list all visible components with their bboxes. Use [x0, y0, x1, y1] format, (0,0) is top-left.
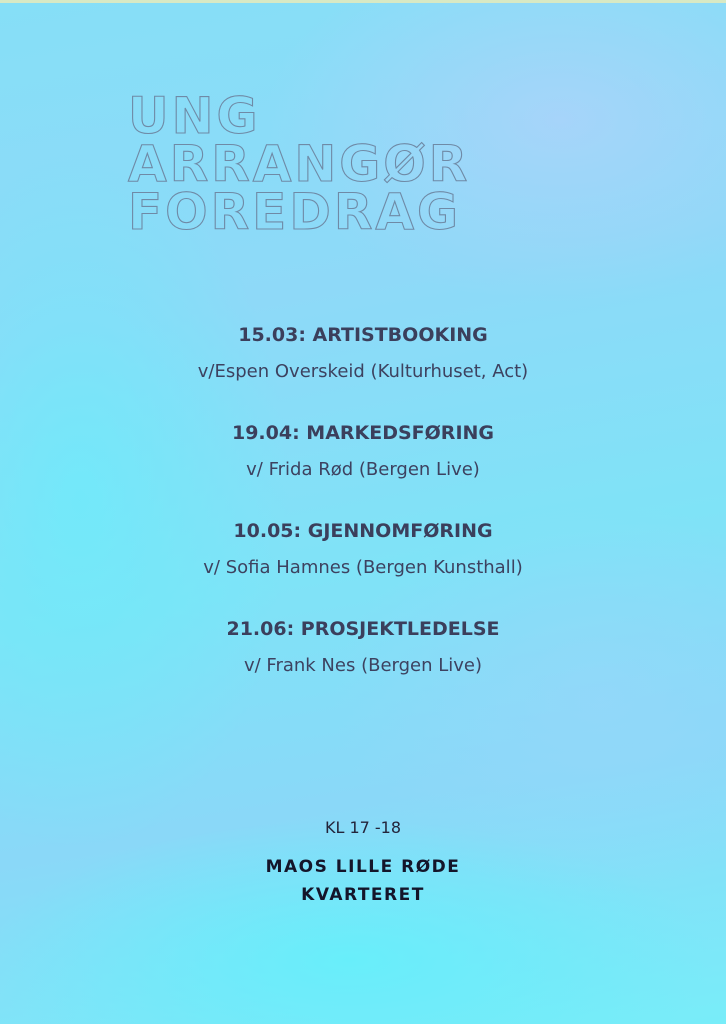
venue-line-2: KVARTERET [301, 885, 425, 905]
event-title: 15.03: ARTISTBOOKING [238, 324, 488, 346]
event-time: KL 17 -18 [324, 818, 402, 837]
event-title: 21.06: PROSJEKTLEDELSE [226, 618, 500, 640]
event-title: 10.05: GJENNOMFØRING [233, 520, 493, 542]
event-item [0, 416, 726, 490]
title-line-3: FOREDRAG [128, 183, 462, 241]
event-item [0, 318, 726, 392]
event-speaker: v/ Frank Nes (Bergen Live) [243, 655, 483, 676]
event-item [0, 612, 726, 686]
event-list [0, 318, 726, 710]
event-speaker: v/ Frida Rød (Bergen Live) [246, 459, 480, 480]
title-line-1: UNG [128, 87, 261, 145]
event-speaker: v/ Sofia Hamnes (Bergen Kunsthall) [203, 557, 523, 578]
poster-title [128, 87, 471, 241]
venue-name [0, 853, 726, 909]
event-item [0, 514, 726, 588]
top-edge-strip [0, 0, 726, 3]
title-line-2: ARRANGØR [128, 135, 471, 193]
venue-line-1: MAOS LILLE RØDE [265, 857, 461, 877]
event-title: 19.04: MARKEDSFØRING [231, 422, 495, 444]
event-speaker: v/Espen Overskeid (Kulturhuset, Act) [197, 361, 529, 382]
